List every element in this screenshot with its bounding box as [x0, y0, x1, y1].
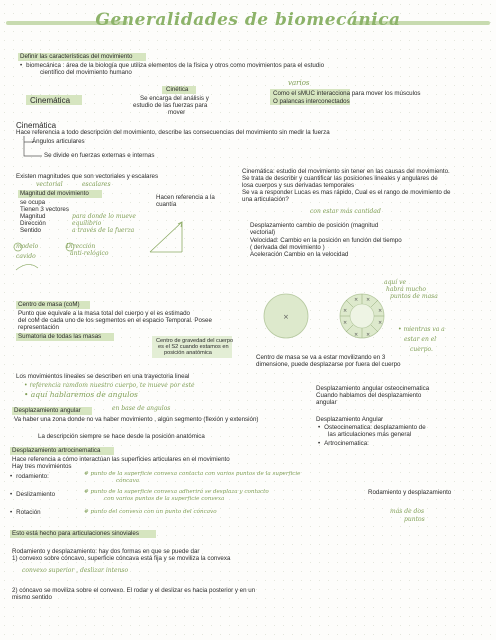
svg-text:×: ×: [366, 332, 371, 338]
hand-escalares: escalares: [82, 181, 111, 188]
hand-modelo: modelo: [16, 243, 39, 250]
hand-cuerpo-3: cuerpo.: [410, 346, 433, 353]
osteo-line-3: angular: [316, 399, 337, 406]
svg-text:×: ×: [378, 320, 383, 326]
hand-mucho-3: puntos de masa: [390, 293, 438, 300]
vector-magnitud: Magnitud: [20, 213, 46, 220]
note-line-2: es el S2 cuando estamos en: [158, 344, 229, 350]
hand-direccion-2: Dirección: [66, 243, 96, 250]
svg-text:×: ×: [354, 332, 359, 338]
ang-bullet-1: • Osteocinematica: desplazamiento de: [318, 424, 426, 431]
artro-line-2: Hay tres movimientos: [12, 463, 72, 470]
note-line-3: posición anatómica: [164, 350, 212, 356]
desplazamiento-line-1: Desplazamiento cambio de posición (magnitud: [250, 222, 379, 229]
trayectoria-intro: Los movimientos lineales se describen en una trayectoria lineal: [16, 373, 190, 380]
velocidad-line-1: Velocidad: Cambio en la posición en función del tiempo: [250, 237, 402, 244]
sinoviales-line-3: 2) cóncavo se moviliza sobre el convexo. El rodar y el deslizar es hacia posterior y en un: [12, 587, 256, 594]
hand-anti-relogico: anti-relógico: [70, 250, 109, 257]
smuc-line-1: Como el sMUC interacciona para mover los músculos: [273, 90, 421, 97]
cinematica2-line-3: losa cuerpos y sus derivadas temporales: [242, 182, 355, 189]
hand-rodamiento-1: # punto de la superficie convexa contacta con varios puntos de la superficie: [84, 471, 301, 477]
osteo-line-2: Cuando hablamos del desplazamiento: [316, 392, 422, 399]
hand-mas-de-dos-1: más de dos: [390, 508, 425, 515]
centro-masa-box-label: Centro de masa (coM): [18, 301, 80, 308]
hand-mucho-2: habrá mucho: [386, 286, 427, 293]
section-heading-caracteristicas: Definir las características del movimiento: [20, 53, 133, 60]
sumatoria-label: Sumatoria de todas las masas: [18, 333, 102, 340]
svg-text:×: ×: [343, 320, 348, 326]
page-title: Generalidades de biomecánica: [95, 10, 401, 30]
hand-cuerpo-1: • mientras va a: [398, 326, 445, 333]
centro-masa-line-2: del coM de cada uno de los segmentos en el espacio Temporal. Posee: [18, 317, 212, 324]
desp-angular-label: Desplazamiento angular: [14, 407, 81, 414]
hand-deslizamiento-1: # punto de la superficie convexa adherirá se desplaza y contacto: [84, 489, 269, 495]
hand-sentido: a través de la fuerza: [72, 227, 135, 234]
sinoviales-line-4: mismo sentido: [12, 594, 52, 601]
biomecanica-definition-cont: científico del movimiento humano: [40, 69, 132, 76]
velocidad-line-2: ( derivada del movimiento ): [250, 244, 325, 251]
hand-cantidad: con estar más cantidad: [310, 208, 381, 215]
desplazamiento-line-2: vectorial): [250, 229, 276, 236]
ang-bullet-2: • Artrocinematica:: [318, 440, 369, 447]
sinoviales-label: Esto está hecho para articulaciones sinoviales: [12, 530, 139, 537]
descripcion-anatomica: La descripción siempre se hace desde la posición anatómica: [38, 433, 205, 440]
hand-varios: varios: [288, 79, 310, 87]
hand-base-angulos: en base de angulos: [112, 405, 171, 412]
vector-triangle-sketch: [148, 218, 188, 254]
hand-ramdom: • referencia ramdom nuestro cuerpo, te mueve por este: [24, 382, 195, 389]
hand-convexo-superior: convexo superior , deslizar intenso: [22, 567, 129, 574]
hand-rodamiento-2: cóncava: [116, 478, 140, 484]
svg-text:×: ×: [378, 308, 383, 314]
sinoviales-line-1: Rodamiento y desplazamiento: hay dos formas en que se puede dar: [12, 548, 200, 555]
vector-direccion: Dirección: [20, 220, 46, 227]
cinematica2-line-2: Se trata de describir y cuantificar las posiciones lineales y angulares de: [242, 175, 438, 182]
biomecanica-definition: • biomecánica : área de la biología que utiliza elementos de la física y otros como movimientos para el estudio: [20, 62, 324, 69]
magnitud-box-label: Magnitud del movimiento: [20, 190, 89, 197]
hacen-referencia-2: cuantía: [156, 201, 177, 208]
rotacion-label: • Rotación: [10, 509, 41, 516]
rodamiento-label: • rodamiento:: [10, 473, 49, 480]
curl-arrows-sketch: [8, 238, 98, 274]
cinematica-definition: Hace referencia a todo descripción del movimiento, describe las consecuencias del movimiento sin medir la fuerza: [16, 129, 330, 136]
cinetica-title: Cinética: [166, 86, 189, 93]
deslizamiento-label: • Deslizamiento: [10, 491, 55, 498]
svg-text:×: ×: [343, 308, 348, 314]
hand-vectorial: vectorial: [36, 181, 63, 188]
hand-mas-de-dos-2: puntos: [404, 516, 425, 523]
cinetica-line-3: mover: [168, 109, 186, 116]
svg-text:×: ×: [366, 297, 371, 303]
svg-text:×: ×: [283, 313, 289, 321]
cinematica2-line-5: una articulación?: [242, 196, 289, 203]
cinetica-line-2: estudio de las fuerzas para: [133, 102, 208, 109]
hand-cavido: cavido: [16, 253, 36, 260]
artro-line-1: Hace referencia a cómo interactúan las superficies articulares en el movimiento: [12, 456, 230, 463]
se-ocupa: se ocupa: [20, 199, 46, 206]
smuc-line-2: O palancas interconectados: [273, 98, 350, 105]
angulos-articulares: Ángulos articulares: [32, 138, 85, 145]
va-haber-zona: Va haber una zona donde no va haber movimiento , algún segmento (flexión y extensión): [14, 416, 259, 423]
ang-bullet-1-cont: las articulaciones más general: [328, 431, 412, 438]
cinematica2-line-4: Se va a responder Lucas es mas rápido, Cual es el rango de movimiento de: [242, 189, 451, 196]
artro-label: Desplazamiento artrocinematica: [12, 447, 101, 454]
ang-title: Desplazamiento Angular: [316, 416, 384, 423]
hand-angulos: • aquí hablaremos de angulos: [24, 390, 138, 399]
hand-cuerpo-2: estar en el: [404, 336, 437, 343]
circle-multi-mass: [338, 292, 388, 342]
aceleracion: Aceleración Cambio en la velocidad: [250, 251, 349, 258]
hand-magnitud: para donde lo mueve: [72, 213, 136, 220]
centro-masa-line-1: Punto que equivale a la masa total del cuerpo y el es estimado: [18, 310, 190, 317]
hand-rotacion: # punto del convexo con un punto del cóncavo: [84, 509, 217, 515]
cinematica2-line-1: Cinemática: estudio del movimiento sin tener en las causas del movimiento.: [242, 168, 450, 175]
fuera-line-2: dimensione, puede desplazarse por fuera del cuerpo: [256, 361, 401, 368]
rodamiento-desplazamiento: Rodamiento y desplazamiento: [368, 489, 452, 496]
hand-deslizamiento-2: con varios puntos de la superficie convexa: [104, 496, 225, 502]
hacen-referencia-1: Hacen referencia a la: [156, 194, 215, 201]
cinematica-box-label: Cinemática: [30, 96, 71, 105]
tienen-3-vectores: Tienen 3 vectores: [20, 206, 69, 213]
circle-single-mass: [262, 292, 312, 342]
centro-masa-line-3: representación: [18, 324, 59, 331]
fuerzas-externas-internas: Se divide en fuerzas externas e internas: [44, 152, 155, 159]
svg-text:×: ×: [354, 297, 359, 303]
cinematica-heading: Cinemática: [16, 121, 57, 130]
hand-direccion: equilibrio: [72, 220, 102, 227]
hand-mucho-1: aquí ve: [384, 279, 407, 286]
fuera-line-1: Centro de masa se va a estar movilizando en 3: [256, 354, 386, 361]
magnitudes-intro: Existen magnitudes que son vectoriales y escalares: [16, 173, 159, 180]
note-line-1: Centro de gravedad del cuerpo: [156, 338, 234, 344]
osteo-line-1: Desplazamiento angular osteocinematica: [316, 385, 430, 392]
vector-sentido: Sentido: [20, 227, 41, 234]
cinetica-line-1: Se encarga del análisis y: [140, 95, 209, 102]
sinoviales-line-2: 1) convexo sobre cóncavo, superficie cóncava está fija y se moviliza la convexa: [12, 555, 231, 562]
